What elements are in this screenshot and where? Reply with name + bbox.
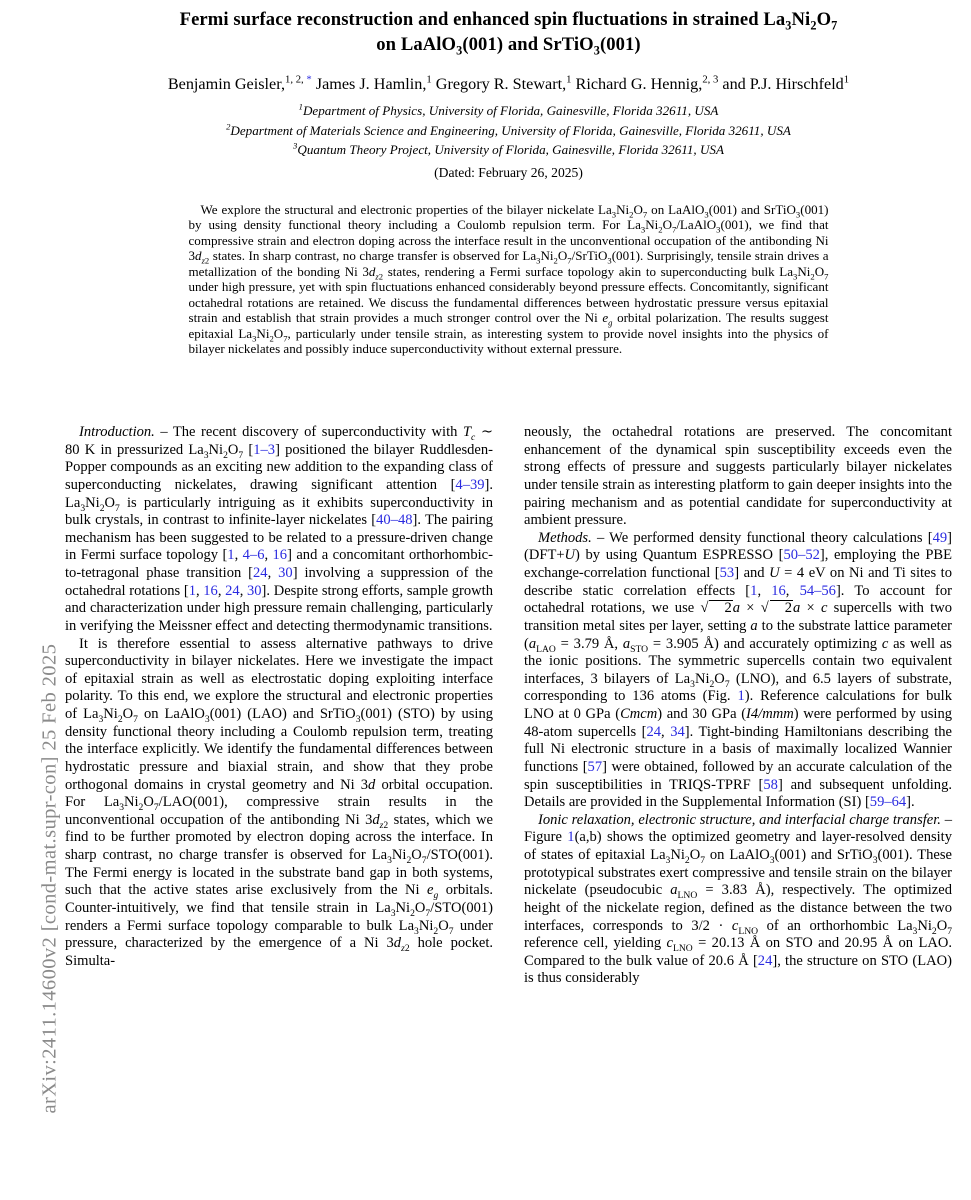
lc-t14: ] and a concomitant orthorhombic-to-tetragonal phase transition [ <box>65 547 493 581</box>
abstract-s25: under high pressure, yet with spin fluctuations enhanced considerably beyond pressure effects. Concomitantly, significant octahedral rotations are retained. We discuss the fundamental differences between hydrostatic pressure versus epitaxial strain and establish that strain provides a much stronger control over the Ni <box>188 279 829 326</box>
author-4-name: Richard G. Hennig, <box>571 75 703 93</box>
lc-sub: 7 <box>238 449 244 461</box>
title-line-2-part-b: (001) and SrTiO <box>462 34 594 55</box>
rc2-t6: = 4 eV on Ni and Ti sites to describe static correlation effects [ <box>524 565 952 599</box>
lc2-t3: O <box>122 706 134 722</box>
rc-sub: 3 <box>912 925 918 937</box>
lc-sub: 3 <box>204 713 210 725</box>
rc2-math-aLAO: a <box>528 635 537 652</box>
affiliation-1-number: 1 <box>298 101 303 112</box>
rc2-math-a2: a <box>792 600 801 617</box>
rc2-math-a1: a <box>732 600 740 617</box>
sqrt-radicand: 2 <box>709 600 732 616</box>
rc2-t11: × <box>800 600 821 617</box>
rc2-t1: – We performed density functional theory calculations [ <box>591 529 933 546</box>
citation-link[interactable]: 30 <box>247 582 262 599</box>
rc2-t26: ] and subsequent unfolding. Details are provided in the Supplemental Information (SI) [ <box>524 776 952 811</box>
abstract-s31: , particularly under tensile strain, as interesting system to provide novel insights into the physics of bilayer nickelates and possibly induce superconductivity without external pressure. <box>188 325 829 357</box>
abstract-s1: We explore the structural and electronic properties of the bilayer nickelate La <box>200 201 612 217</box>
affiliation-1-text: Department of Physics, University of Florida, Gainesville, Florida 32611, USA <box>302 103 719 118</box>
corresponding-author-asterisk[interactable]: * <box>306 73 312 86</box>
citation-link[interactable]: 58 <box>763 776 778 793</box>
rc2-t16: as well as the ionic positions. The symmetric supercells contain two equivalent interfaces, 3 bilayers of La <box>524 635 952 687</box>
rc2-t8: , <box>785 582 800 599</box>
abstract-s9: /LaAlO <box>676 217 717 233</box>
abstract-s24: O <box>814 263 825 279</box>
paper-page <box>46 0 971 1200</box>
abstract-s30: O <box>273 325 284 341</box>
lc-t16: ] involving a suppression of the octahedral rotations [ <box>65 565 493 599</box>
lc2-t4: on LaAlO <box>137 706 205 722</box>
lc-sub: 3 <box>119 802 124 814</box>
rc2-t21: ) and 30 GPa ( <box>657 706 747 722</box>
title-sub-3c: 3 <box>593 43 600 58</box>
author-1-affil-marks: 1, 2, <box>285 73 307 86</box>
abstract-s14: states. In sharp contrast, no charge transfer is observed for La <box>209 248 537 264</box>
rc-sub: 3 <box>665 854 671 866</box>
rc3-t12: reference cell, yielding <box>524 935 667 952</box>
lc-t17: , <box>195 582 204 599</box>
lc2-t20: /STO(001) renders a Fermi surface topology comparable to bulk La <box>65 899 493 934</box>
figure-reference-link[interactable]: 1 <box>567 829 575 846</box>
abstract-sub: 3 <box>640 224 646 235</box>
lc2-t5: (001) (LAO) and SrTiO <box>209 706 356 722</box>
rc-sub: 2 <box>931 925 937 937</box>
paragraph-methods <box>524 530 952 812</box>
lc2-t17: orbitals. Counter-intuitively, we find that tensile strain in La <box>65 882 493 916</box>
abstract-sub: 2 <box>810 271 815 282</box>
abstract <box>189 202 829 357</box>
abstract-sub: 7 <box>642 209 648 220</box>
abstract-s7: Ni <box>645 217 659 233</box>
abstract-sub: 2 <box>553 255 558 266</box>
abstract-sub: 3 <box>252 333 257 344</box>
lc-sub: 7 <box>153 802 159 814</box>
abstract-s18: (001). Surprisingly, tensile strain drives a metallization of the bonding Ni 3 <box>188 248 829 279</box>
lc2-t18: Ni <box>395 899 411 916</box>
paragraph-continued-octahedral <box>524 424 952 530</box>
lc-sub: 2 <box>138 802 144 814</box>
rc2-t25: ] were obtained, followed by an accurate calculation of the spin susceptibilities in TRIQS-TPRF [ <box>524 758 953 793</box>
lc2-t1: It is therefore essential to assess alternative pathways to drive superconductivity in bilayer nickelates. Here we investigate the impact of epitaxial strain as well as electrostatic doping exploiting interface polarity. To this end, we explore the structural and electronic properties of La <box>65 635 493 722</box>
sqrt-radicand: 2 <box>770 600 793 616</box>
abstract-sub: 7 <box>283 333 288 344</box>
abstract-s23: Ni <box>797 263 811 279</box>
abstract-sub: 7 <box>672 224 677 235</box>
lc2-t22: O <box>438 917 449 934</box>
abstract-sub: 2 <box>269 333 274 344</box>
lc-sub: 3 <box>80 502 86 514</box>
rc3-t13: = 20.13 Å on STO and 20.95 Å on LAO. Compared to the bulk value of 20.6 Å [ <box>524 935 952 969</box>
section-heading-introduction: Introduction. <box>79 424 155 440</box>
rc-sub: 3 <box>769 854 775 866</box>
abstract-sub: 3 <box>716 224 721 235</box>
author-4-affil-mark: 2, 3 <box>702 73 719 86</box>
lc-sub: 2 <box>99 502 105 514</box>
lc2-math-d: d <box>368 776 376 793</box>
lc-sub: 2 <box>223 449 228 461</box>
page-title <box>89 7 929 57</box>
rc-sub: 3 <box>872 854 878 866</box>
abstract-sub: 7 <box>824 271 829 282</box>
abstract-s3: O <box>633 201 643 217</box>
abstract-s6: (001) by using density functional theory including a Coulomb repulsion term. For La <box>188 201 829 233</box>
sqrt-symbol: √ <box>760 600 769 617</box>
arxiv-stamp-text: arXiv:2411.14600v2 [cond-mat.supr-con] 25 Feb 2025 <box>38 643 61 1114</box>
rc2-t3: ) by using Quantum ESPRESSO [ <box>575 547 784 564</box>
author-2-name: James J. Hamlin, <box>311 75 427 93</box>
abstract-s28: orbital polarization. The results suggest epitaxial La <box>188 310 829 341</box>
lc-t6: ] positioned the bilayer Ruddlesden-Popper compounds as an exciting new addition to the expanding class of superconducting nickelates, drawing significant attention [ <box>65 441 493 493</box>
abstract-s10: (001), we find that compressive strain and electron doping across the interface result in the unconventional occupation of the antibonding Ni 3 <box>188 217 829 264</box>
lc-t18: , <box>217 582 226 599</box>
lc2-t26: hole pocket. Simulta- <box>65 935 493 969</box>
rc2-t5: ] and <box>734 565 770 581</box>
author-3-name: Gregory R. Stewart, <box>431 75 567 93</box>
lc-sub: 3 <box>98 713 104 725</box>
lc-t1: – The recent discovery of superconductivity with <box>154 424 463 440</box>
abstract-sub-22: 2 <box>378 271 384 282</box>
section-heading-methods: Methods. <box>538 529 592 546</box>
lc-sub: 7 <box>448 925 454 937</box>
abstract-sub-2: 2 <box>204 255 210 266</box>
lc-sub: 7 <box>421 854 427 866</box>
lc2-sub-g: g <box>433 890 439 902</box>
rc2-t27: ]. <box>906 794 915 811</box>
lc-t4: O <box>227 441 239 458</box>
lc2-t10: /LAO(001), compressive strain results in the unconventional occupation of the antibonding Ni 3 <box>65 794 493 828</box>
rc3-t3: Ni <box>670 847 685 863</box>
citation-link[interactable]: 1 <box>227 547 235 564</box>
abstract-sub-z: z <box>201 255 205 266</box>
lc-sub: 2 <box>410 907 415 919</box>
rc2-t4: ], employing the PBE exchange-correlation functional [ <box>524 547 952 581</box>
lc-t11: ]. The pairing mechanism has been suggested to be related to a pressure-driven change in Fermi surface topology [ <box>65 512 493 564</box>
citation-link[interactable]: 34 <box>670 723 685 740</box>
citation-link[interactable]: 1 <box>188 582 196 599</box>
rc3-t4: O <box>689 847 701 863</box>
lc2-t2: Ni <box>103 706 118 722</box>
lc2-sub-2: 2 <box>383 819 389 831</box>
affiliation-3 <box>46 141 971 159</box>
rc3-t10: Ni <box>917 917 932 934</box>
rc2-sub-STO: STO <box>630 643 649 655</box>
title-block <box>46 0 971 182</box>
abstract-math-e: e <box>602 310 609 326</box>
lc-sub: 7 <box>115 502 120 514</box>
rc-sub: 7 <box>700 854 706 866</box>
citation-link[interactable]: 16 <box>203 582 218 599</box>
body-columns <box>65 424 952 988</box>
rc3-math-cLNO2: c <box>666 935 673 952</box>
lc-sub: 7 <box>133 713 138 725</box>
rc2-t14: = 3.79 Å, <box>555 635 623 652</box>
rc-sub: 3 <box>690 678 695 690</box>
lc2-sub-z2: z <box>401 943 405 955</box>
lc2-t19: O <box>414 899 426 916</box>
title-sub-3b: 3 <box>456 43 463 58</box>
lc2-t16: /STO(001). The Fermi energy is located in the substrate band gap in both systems, such that the active states arise exclusively from the Ni <box>65 847 493 899</box>
affiliation-3-text: Quantum Theory Project, University of Florida, Gainesville, Florida 32611, USA <box>297 142 724 158</box>
lc2-sub-z: z <box>379 819 384 831</box>
abstract-s22: states, rendering a Fermi surface topology akin to superconducting bulk La <box>383 263 794 279</box>
lc-math-Tc-sub: c <box>471 431 476 443</box>
title-line-2-part-a: on LaAlO <box>376 34 457 55</box>
paragraph-alternative-pathways <box>65 636 493 971</box>
rc2-t15: = 3.905 Å) and accurately optimizing <box>648 635 882 652</box>
rc2-math-Cmcm: Cmcm <box>620 706 658 722</box>
rc3-t2: (a,b) shows the optimized geometry and layer-resolved density of states of epitaxial La <box>524 829 952 863</box>
title-sub-7a: 7 <box>831 18 838 33</box>
lc-t15: , <box>267 565 279 581</box>
citation-link[interactable]: 24 <box>253 565 268 581</box>
affiliation-2 <box>46 122 971 140</box>
sqrt-symbol: √ <box>700 600 709 617</box>
lc2-math-d3: d <box>393 935 402 952</box>
author-3-affil-mark: 1 <box>566 73 572 86</box>
lc2-math-e: e <box>427 882 434 899</box>
author-1-name: Benjamin Geisler, <box>167 75 285 93</box>
abstract-sub: 2 <box>629 209 634 220</box>
rc2-t12: supercells with two transition metal sites per layer, setting <box>524 600 953 634</box>
affiliation-2-text: Department of Materials Science and Engineering, University of Florida, Gainesville, Florida 32611, USA <box>230 122 791 138</box>
figure-reference-link[interactable]: 1 <box>737 688 745 705</box>
rc2-t9: ]. To account for octahedral rotations, we use <box>524 582 952 617</box>
abstract-math-d2: d <box>368 263 376 279</box>
rc2-math-c: c <box>820 600 828 617</box>
title-line-1-part-c: O <box>816 9 832 30</box>
lc-t8: Ni <box>85 494 100 511</box>
lc-t2: ∼ 80 K in pressurized La <box>65 424 494 458</box>
rc2-t18: O <box>714 670 725 687</box>
citation-link[interactable]: 24 <box>646 723 662 740</box>
author-5-name: and P.J. Hirschfeld <box>718 75 844 93</box>
abstract-sub: 3 <box>793 271 798 282</box>
rc2-t19: (LNO), and 6.5 layers of substrate, corresponding to 136 atoms (Fig. <box>524 670 952 705</box>
rc2-math-aSTO: a <box>622 635 631 652</box>
rc3-sub-LNO2: LNO <box>738 925 759 937</box>
citation-link[interactable]: 50–52 <box>783 547 820 564</box>
rc3-t1: – Figure <box>524 811 952 846</box>
lc-t19: , <box>239 582 247 599</box>
rc1-t1: neously, the octahedral rotations are preserved. The concomitant enhancement of the dynamical spin susceptibility exceeds even the strong effects of pressure and suggests particularly bilayer nickelates under tensile strain as interesting platform to gain deeper insights into the pairing mechanism and as potential candidate for superconductivity at ambient pressure. <box>524 424 952 529</box>
lc-t9: O <box>104 494 116 511</box>
lc-t20: ]. Despite strong efforts, sample growth and characterization under high pressure remain challenging, particularly in verifying the Meissner effect and detecting thermodynamic transitions. <box>65 582 493 634</box>
citation-link[interactable]: 49 <box>932 529 948 546</box>
lc-sub: 3 <box>390 907 396 919</box>
rc3-sub-LNO3: LNO <box>673 943 693 955</box>
lc2-t13: states, which we find to be further promoted by electron doping across the interface. In sharp contrast, no charge transfer is observed for La <box>65 811 493 863</box>
abstract-s17: /SrTiO <box>571 248 608 264</box>
title-line-1-part-b: Ni <box>791 9 811 30</box>
abstract-sub-g: g <box>608 317 613 328</box>
abstract-s8: O <box>662 217 672 233</box>
lc2-t15: O <box>411 847 422 863</box>
rc3-t11: O <box>936 917 948 934</box>
rc2-sub-LAO: LAO <box>536 643 556 655</box>
rc-sub: 7 <box>724 678 730 690</box>
rc2-t13: to the substrate lattice parameter ( <box>524 617 952 652</box>
rc3-t8: = 3.83 Å), respectively. The optimized height of the nickelate region, defined as the distance between the two interfaces, corresponds to 3/2 · <box>524 882 952 934</box>
left-column <box>65 424 493 988</box>
abstract-s2: Ni <box>616 201 630 217</box>
abstract-sub: 3 <box>607 255 612 266</box>
rc-sub: 2 <box>709 678 715 690</box>
lc-sub: 3 <box>387 854 392 866</box>
citation-link[interactable]: 24 <box>757 952 773 969</box>
paragraph-ionic-relaxation <box>524 812 952 988</box>
rc3-t7: (001). These prototypical substrates exert compressive and tensile strain on the bilayer nickelate (pseudocubic <box>524 847 952 899</box>
lc2-t9: O <box>143 794 154 811</box>
citation-link[interactable]: 40–48 <box>376 512 413 529</box>
lc-t5: [ <box>243 441 254 458</box>
lc-t10: is particularly intriguing as it exhibits superconductivity in bulk crystals, in contrast to infinite-layer nickelates [ <box>65 494 493 529</box>
lc2-t7: orbital occupation. For La <box>65 776 494 811</box>
rc2-t20: ). Reference calculations for bulk LNO at 0 GPa ( <box>524 688 952 722</box>
rc2-t7: , <box>757 582 772 599</box>
lc-math-Tc: T <box>462 424 472 440</box>
rc-sub: 2 <box>684 854 690 866</box>
arxiv-stamp <box>0 0 61 1200</box>
lc-sub: 2 <box>406 854 412 866</box>
citation-link[interactable]: 4–6 <box>242 547 265 564</box>
lc-t7: ]. La <box>65 476 493 511</box>
title-sub-2a: 2 <box>810 18 817 33</box>
abstract-s5: (001) and SrTiO <box>708 201 796 217</box>
lc-t3: Ni <box>208 441 224 458</box>
abstract-sub: 3 <box>611 209 617 220</box>
citation-link[interactable]: 54–56 <box>799 582 836 599</box>
lc-t13: , <box>264 547 273 564</box>
lc2-t21: Ni <box>418 917 434 934</box>
author-list <box>46 73 971 95</box>
citation-link[interactable]: 53 <box>719 565 735 581</box>
lc-sub: 2 <box>117 713 123 725</box>
author-5-affil-mark: 1 <box>843 73 850 86</box>
rc3-t14: ], the structure on STO (LAO) is thus considerably <box>524 952 952 987</box>
abstract-s29: Ni <box>256 325 270 341</box>
citation-link[interactable]: 1–3 <box>253 441 276 458</box>
rc3-t5: on LaAlO <box>705 847 770 863</box>
abstract-sub-z2: z <box>375 271 379 282</box>
section-heading-ionic-relaxation-line1: Ionic relaxation, electronic structure, and interfacial <box>538 811 846 828</box>
abstract-sub: 3 <box>536 255 541 266</box>
paragraph-introduction <box>65 424 493 636</box>
affiliation-2-number: 2 <box>226 121 231 132</box>
citation-link[interactable]: 59–64 <box>869 794 907 811</box>
rc2-math-a3: a <box>750 617 758 634</box>
lc2-t14: Ni <box>391 847 407 863</box>
abstract-sub: 2 <box>658 224 663 235</box>
lc-sub: 3 <box>203 449 209 461</box>
title-line-2-part-c: (001) <box>599 34 641 55</box>
citation-link[interactable]: 16 <box>272 547 288 564</box>
lc-sub: 3 <box>414 925 419 937</box>
rc-sub: 7 <box>947 925 952 937</box>
abstract-sub: 3 <box>795 209 801 220</box>
citation-link[interactable]: 1 <box>750 582 758 599</box>
section-heading-charge-transfer: charge transfer. <box>849 811 941 828</box>
lc2-sub-22: 2 <box>404 943 410 955</box>
lc-sub: 3 <box>355 713 361 725</box>
abstract-s15: Ni <box>540 248 554 264</box>
lc2-t8: Ni <box>123 794 139 811</box>
right-column <box>524 424 952 988</box>
abstract-s4: on LaAlO <box>647 201 705 217</box>
title-sub-3a: 3 <box>785 18 792 33</box>
rc2-math-U: U <box>564 547 576 564</box>
abstract-s16: O <box>557 248 568 264</box>
abstract-sub: 3 <box>704 209 709 220</box>
rc3-t9: of an orthorhombic La <box>758 917 913 934</box>
rc2-t24: ]. Tight-binding Hamiltonians describing the full Ni electronic structure in a basis of maximally localized Wannier functions [ <box>524 723 953 775</box>
rc3-t6: (001) and SrTiO <box>774 847 873 863</box>
lc2-t6: (001) (STO) by using density functional theory including a Coulomb repulsion term, treating the interface explicitly. We identify the fundamental differences between hydrostatic pressure and biaxial strain, and show that they probe orthogonal domains in crystal geometry and Ni 3 <box>65 706 493 793</box>
citation-link[interactable]: 24 <box>225 582 240 599</box>
abstract-math-d: d <box>195 248 202 264</box>
rc3-sub-LNO: LNO <box>677 890 698 902</box>
rc2-t17: Ni <box>694 670 710 687</box>
affiliation-1 <box>46 102 971 120</box>
lc-sub: 2 <box>433 925 439 937</box>
rc2-math-I4mmm: I4/mmm <box>746 706 794 722</box>
lc2-math-d2: d <box>372 811 380 828</box>
lc-t12: , <box>234 547 243 564</box>
author-2-affil-mark: 1 <box>426 73 432 86</box>
rc3-math-cLNO: c <box>731 917 739 934</box>
affiliation-3-number: 3 <box>293 140 298 151</box>
title-line-1-part-a: Fermi surface reconstruction and enhanced spin fluctuations in strained La <box>179 9 786 30</box>
rc2-t10: × <box>740 600 761 617</box>
citation-link[interactable]: 30 <box>278 565 293 581</box>
lc2-t23: under pressure, characterized by the emergence of a Ni 3 <box>65 917 493 952</box>
rc2-t2: ] (DFT+ <box>524 529 952 564</box>
date-line: (Dated: February 26, 2025) <box>434 164 583 180</box>
abstract-sub: 7 <box>567 255 572 266</box>
rc2-t22: ) were performed by using 48-atom supercells [ <box>524 706 952 740</box>
lc-sub: 7 <box>425 907 431 919</box>
citation-link[interactable]: 4–39 <box>455 476 485 493</box>
rc3-math-aLNO: a <box>670 882 678 899</box>
rc2-math-U2: U <box>769 565 780 581</box>
rc2-math-c2: c <box>881 635 889 652</box>
rc2-t23: , <box>661 723 671 740</box>
citation-link[interactable]: 16 <box>771 582 786 599</box>
citation-link[interactable]: 57 <box>587 758 603 775</box>
